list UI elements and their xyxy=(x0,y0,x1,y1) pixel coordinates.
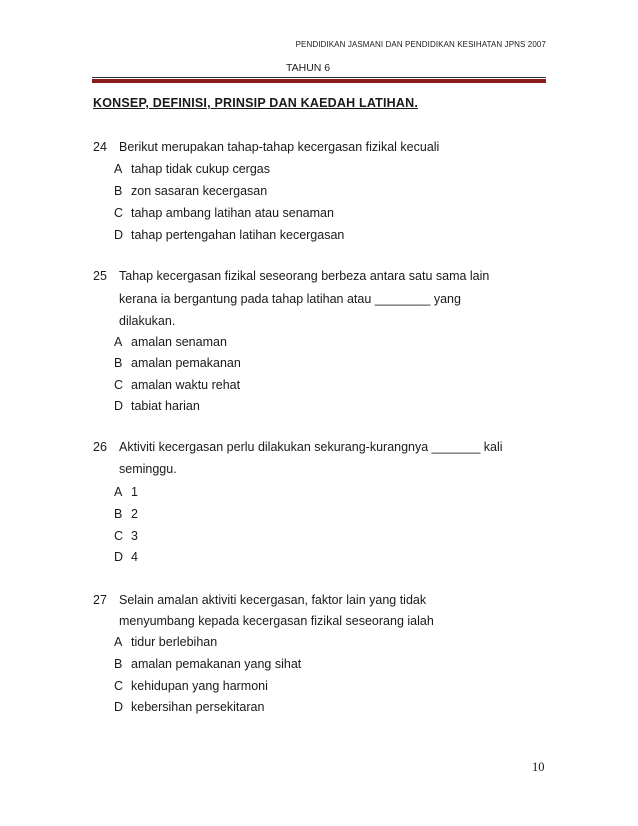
question-number: 26 xyxy=(93,440,107,454)
option-letter: B xyxy=(114,507,123,521)
question-text: seminggu. xyxy=(119,462,177,476)
question-text: menyumbang kepada kecergasan fizikal seseorang ialah xyxy=(119,614,434,628)
option-text: kebersihan persekitaran xyxy=(131,700,265,714)
question-number: 24 xyxy=(93,140,107,154)
option-letter: C xyxy=(114,529,124,543)
option-letter: A xyxy=(114,485,123,499)
option-letter: A xyxy=(114,635,123,649)
option-letter: A xyxy=(114,162,123,176)
option-letter: C xyxy=(114,206,124,220)
option-letter: D xyxy=(114,399,124,413)
option-text: zon sasaran kecergasan xyxy=(131,184,268,198)
question-text: Berikut merupakan tahap-tahap kecergasan fizikal kecuali xyxy=(119,140,440,154)
question-text: kerana ia bergantung pada tahap latihan atau ________ yang xyxy=(119,292,461,306)
page-number: 10 xyxy=(532,760,545,774)
option-text: tabiat harian xyxy=(131,399,200,413)
question-number: 25 xyxy=(93,269,107,283)
option-text: tahap tidak cukup cergas xyxy=(131,162,270,176)
option-text: amalan senaman xyxy=(131,335,227,349)
option-text: 1 xyxy=(131,485,138,499)
option-letter: D xyxy=(114,228,124,242)
question-text: Selain amalan aktiviti kecergasan, faktor lain yang tidak xyxy=(119,593,427,607)
option-text: 3 xyxy=(131,529,138,543)
option-text: amalan pemakanan yang sihat xyxy=(131,657,302,671)
header-rule-thick xyxy=(92,79,546,83)
option-letter: D xyxy=(114,550,124,564)
option-text: tahap ambang latihan atau senaman xyxy=(131,206,334,220)
option-text: tahap pertengahan latihan kecergasan xyxy=(131,228,345,242)
option-text: amalan pemakanan xyxy=(131,356,241,370)
option-text: 2 xyxy=(131,507,138,521)
header-year: TAHUN 6 xyxy=(286,62,331,74)
question-text: Aktiviti kecergasan perlu dilakukan sekurang-kurangnya _______ kali xyxy=(119,440,503,454)
option-text: amalan waktu rehat xyxy=(131,378,241,392)
question-number: 27 xyxy=(93,593,107,607)
option-letter: B xyxy=(114,356,123,370)
header-rule-thin xyxy=(92,77,546,78)
option-letter: D xyxy=(114,700,124,714)
option-letter: B xyxy=(114,184,123,198)
option-text: tidur berlebihan xyxy=(131,635,218,649)
question-text: dilakukan. xyxy=(119,314,176,328)
option-letter: A xyxy=(114,335,123,349)
option-letter: B xyxy=(114,657,123,671)
option-text: kehidupan yang harmoni xyxy=(131,679,268,693)
question-text: Tahap kecergasan fizikal seseorang berbeza antara satu sama lain xyxy=(119,269,490,283)
option-letter: C xyxy=(114,679,124,693)
option-text: 4 xyxy=(131,550,138,564)
option-letter: C xyxy=(114,378,124,392)
section-title: KONSEP, DEFINISI, PRINSIP DAN KAEDAH LATIHAN. xyxy=(93,96,419,110)
header-title: PENDIDIKAN JASMANI DAN PENDIDIKAN KESIHATAN JPNS 2007 xyxy=(295,40,546,49)
